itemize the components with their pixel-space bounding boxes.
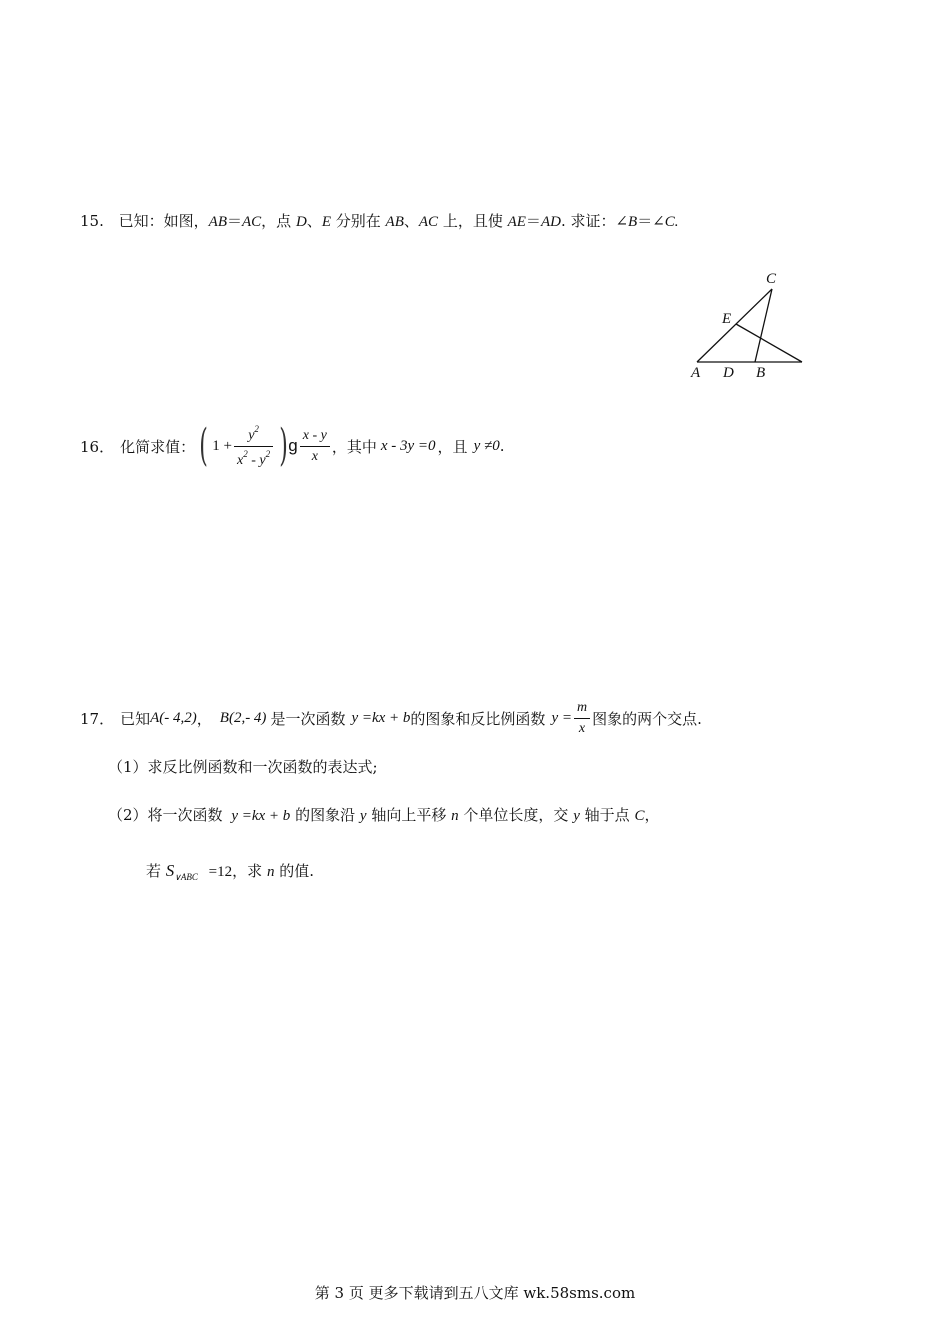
statement-text: 、 bbox=[306, 212, 322, 230]
condition-and: ，且 bbox=[437, 437, 468, 456]
label-b: B bbox=[756, 365, 766, 381]
math-symbol: AE bbox=[507, 214, 526, 230]
fraction-m-over-x: $\frac{m}{x}$ bbox=[574, 700, 590, 737]
statement-text: 、 bbox=[403, 212, 419, 230]
segment-ed bbox=[736, 324, 802, 362]
subquestion-2-condition: 若 $S_{\vee ABC} =12$，求 n 的值. bbox=[146, 861, 314, 882]
problem-17-intro: 已知 bbox=[120, 709, 151, 728]
reciprocal-lhs: y = bbox=[551, 709, 572, 726]
right-paren: ) bbox=[279, 420, 288, 471]
problem-16 bbox=[80, 420, 504, 472]
problem-17-end: 图象的两个交点. bbox=[592, 709, 702, 728]
math-symbol: AD bbox=[540, 214, 561, 230]
label-e: E bbox=[722, 311, 732, 327]
math-symbol: AB bbox=[385, 214, 404, 230]
condition-equation: x - 3y =0 bbox=[380, 437, 436, 454]
statement-text: 分别在 bbox=[330, 212, 386, 230]
label-c: C bbox=[766, 271, 777, 287]
math-symbol: B bbox=[628, 214, 638, 230]
condition-inequality: y ≠0 bbox=[473, 437, 500, 454]
math-symbol: AB bbox=[208, 214, 227, 230]
page-footer: 第 3 页 更多下载请到五八文库 wk.58sms.com bbox=[314, 1284, 636, 1302]
fraction-xy-over-x: $\frac{x - y}{x}$ bbox=[300, 428, 330, 465]
statement-text: . 求证：∠ bbox=[560, 212, 629, 230]
segment-ac bbox=[697, 289, 772, 362]
problem-16-prefix: 化简求值： bbox=[120, 437, 196, 456]
math-symbol: AC bbox=[242, 214, 262, 230]
statement-text: 上，且使 bbox=[438, 212, 508, 230]
one-plus: 1 + bbox=[212, 437, 232, 454]
problem-17-number: 17． bbox=[80, 709, 115, 728]
linear-equation: y =kx + b bbox=[351, 709, 411, 726]
math-symbol: AC bbox=[418, 214, 439, 230]
label-d: D bbox=[723, 365, 734, 381]
statement-text: ，点 bbox=[261, 212, 296, 230]
subquestion-2: （2）将一次函数 y =kx + b 的图象沿 y 轴向上平移 n 个单位长度，交 y 轴于点 C， bbox=[108, 806, 660, 824]
problem-16-end: . bbox=[499, 437, 505, 455]
math-symbol: D bbox=[295, 214, 307, 230]
fraction-y2-over-diff: $\frac{y^2}{x^2 - y^2}$ bbox=[234, 424, 273, 469]
problem-16-number: 16． bbox=[80, 437, 115, 456]
statement-text: ＝∠ bbox=[637, 212, 665, 230]
problem-15-number: 15. bbox=[80, 212, 104, 230]
multiply-dot: g bbox=[288, 436, 298, 455]
math-symbol: C. bbox=[664, 214, 679, 230]
statement-text: ＝ bbox=[226, 212, 242, 230]
subquestion-1: （1）求反比例函数和一次函数的表达式; bbox=[108, 758, 378, 776]
problem-15-statement bbox=[119, 212, 679, 230]
triangle-figure bbox=[680, 262, 820, 382]
statement-text: 已知：如图， bbox=[118, 212, 209, 230]
separator: ， bbox=[196, 709, 212, 728]
problem-15 bbox=[80, 210, 679, 231]
condition-text: ，其中 bbox=[331, 437, 377, 456]
left-paren: ( bbox=[199, 420, 208, 471]
segment-cb bbox=[755, 289, 772, 362]
text-linear-function: 是一次函数 bbox=[270, 709, 346, 728]
problem-17 bbox=[80, 696, 702, 740]
text-reciprocal-function: 的图象和反比例函数 bbox=[410, 709, 546, 728]
label-a: A bbox=[691, 365, 701, 381]
point-b: B(2,- 4) bbox=[219, 709, 267, 726]
point-a: A(- 4,2) bbox=[150, 709, 197, 726]
math-symbol: E bbox=[321, 214, 331, 230]
statement-text: ＝ bbox=[525, 212, 541, 230]
